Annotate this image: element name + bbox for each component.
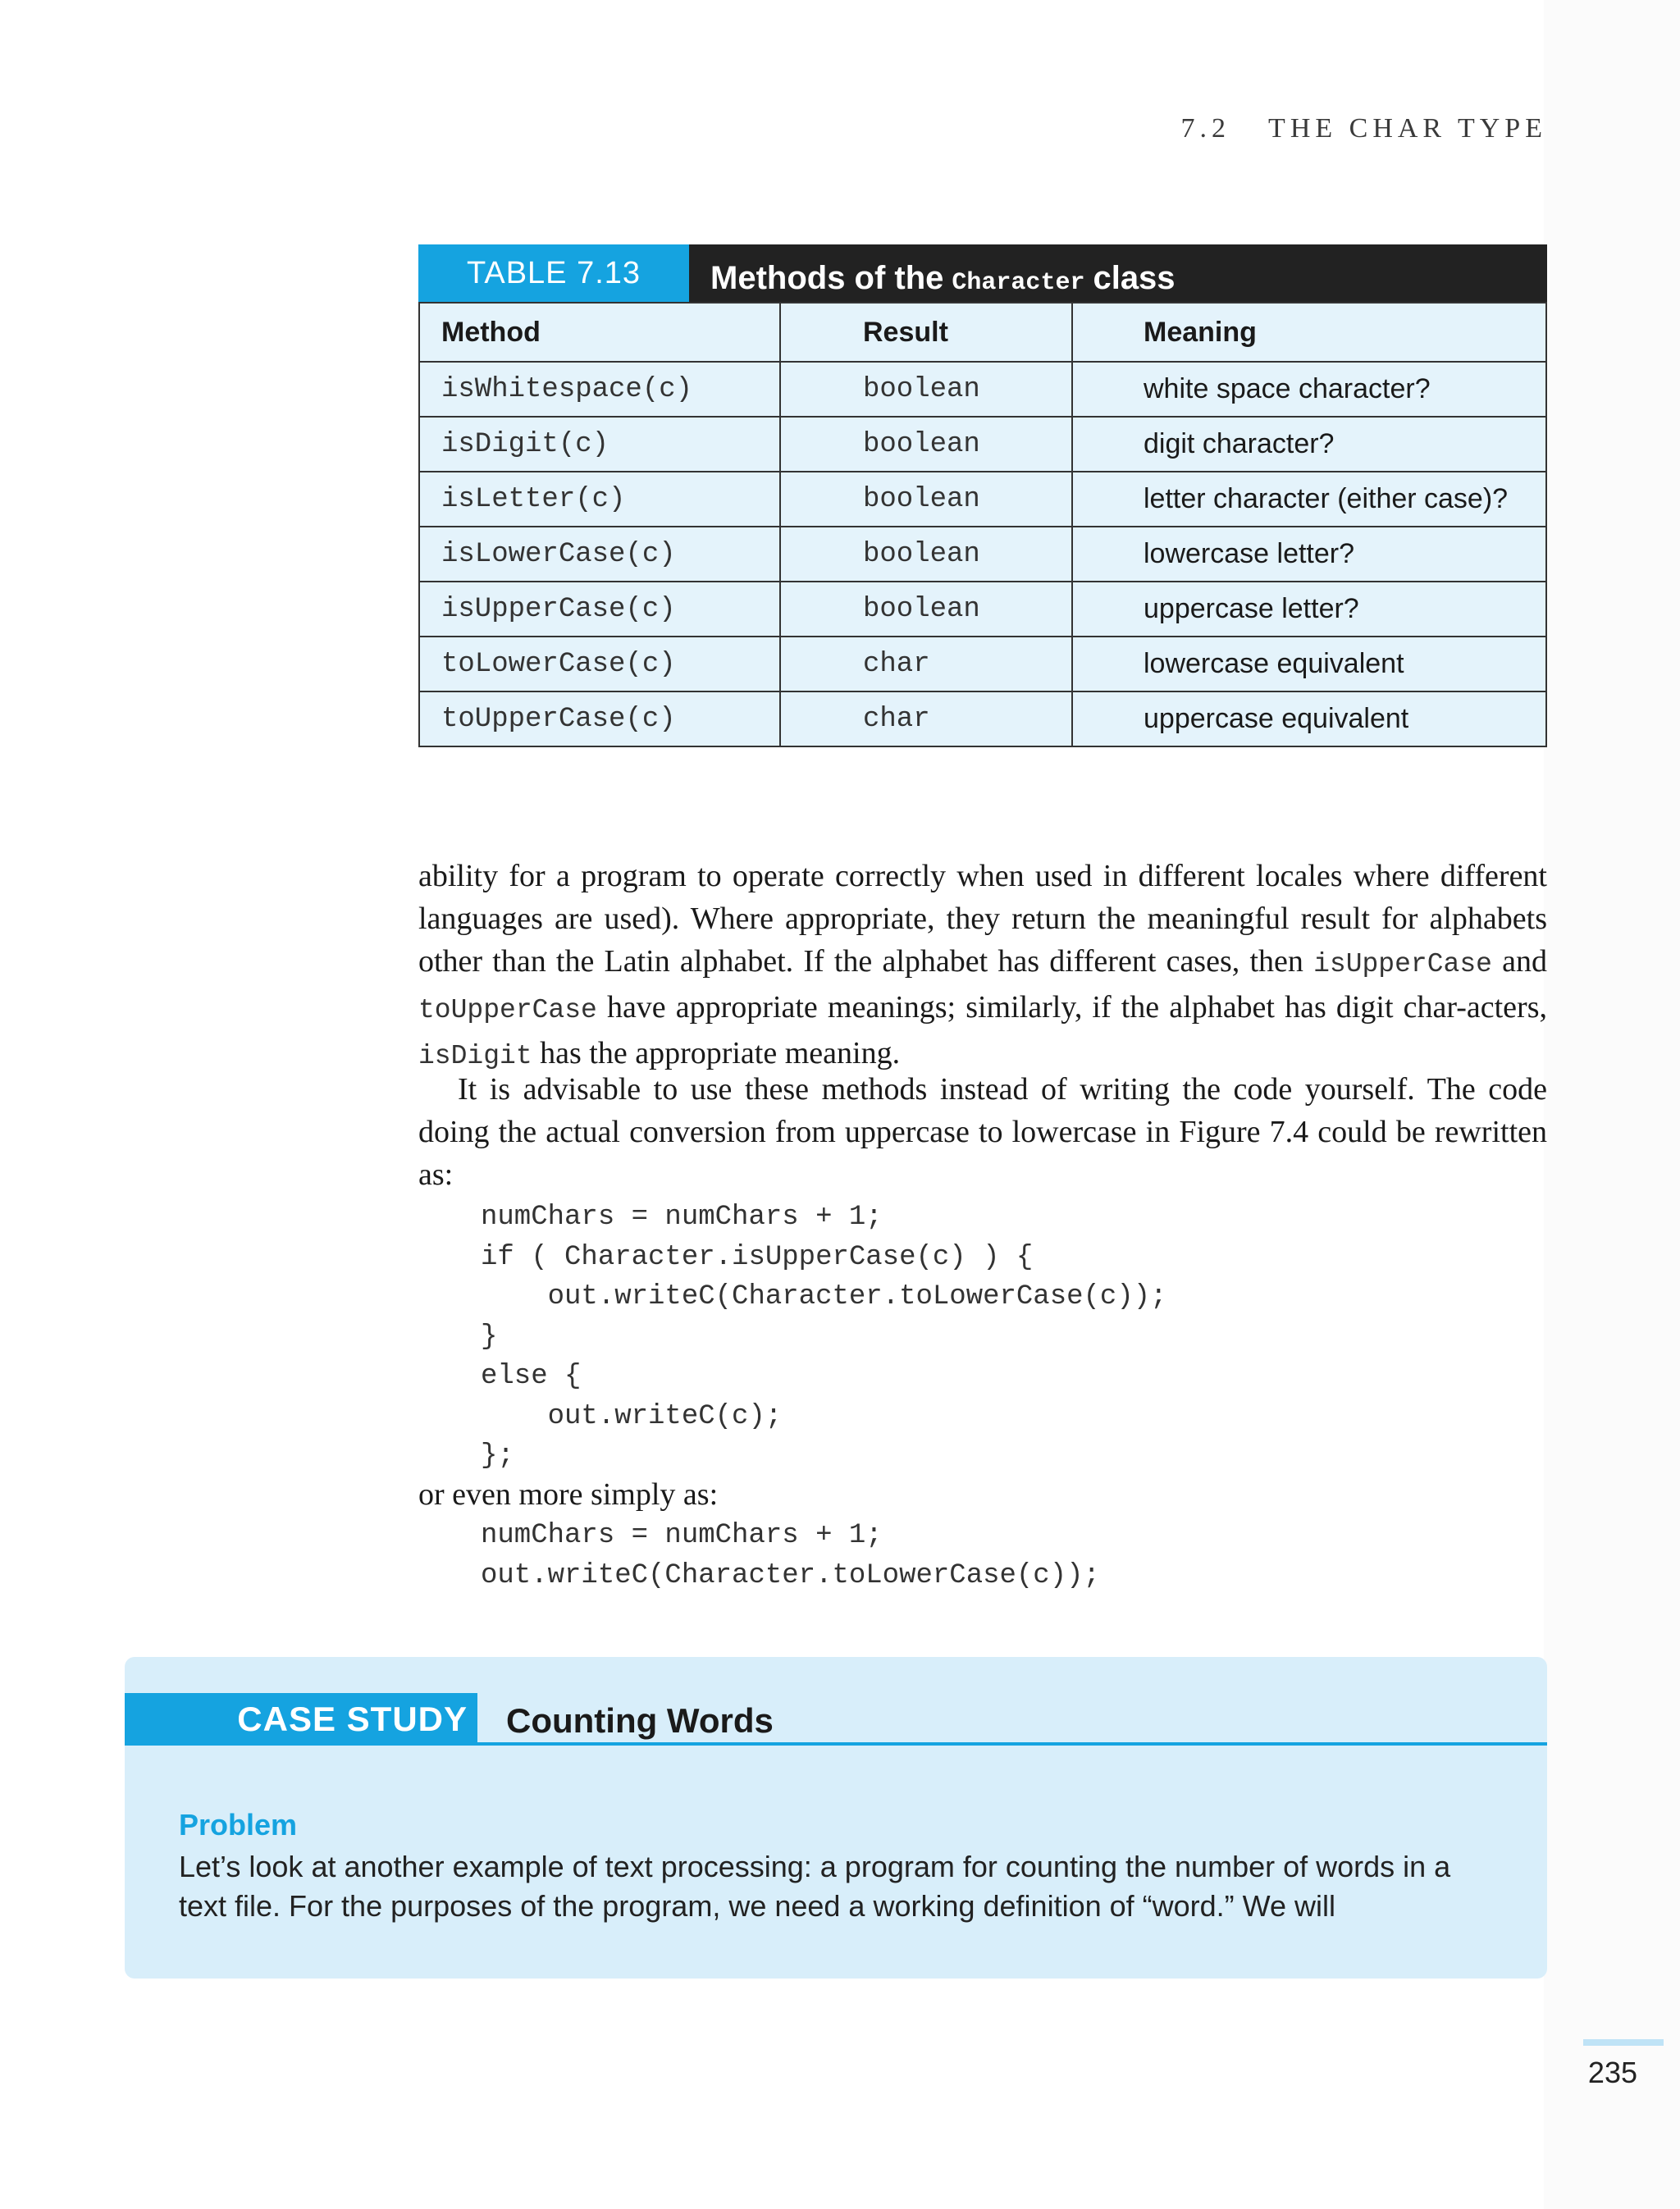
result-cell: boolean (780, 362, 1072, 417)
section-title: THE CHAR TYPE (1268, 113, 1547, 144)
result-cell: boolean (780, 417, 1072, 472)
header-method: Method (419, 303, 780, 362)
meaning-cell: digit character? (1072, 417, 1546, 472)
table-caption (418, 244, 1547, 302)
table-row (419, 417, 1546, 472)
table-row (419, 637, 1546, 691)
margin-strip (1544, 0, 1680, 2209)
meaning-cell: letter character (either case)? (1072, 472, 1546, 527)
table-row (419, 472, 1546, 527)
meaning-cell: uppercase equivalent (1072, 691, 1546, 746)
table-title-post: class (1093, 260, 1176, 296)
result-cell: boolean (780, 582, 1072, 637)
table-title (689, 244, 1176, 302)
table-header-row (419, 303, 1546, 362)
body-paragraph-3: or even more simply as: (418, 1477, 719, 1512)
result-cell: boolean (780, 527, 1072, 582)
table-title-pre: Methods of the (710, 260, 944, 296)
table-row (419, 582, 1546, 637)
inline-code-touppercase: toUpperCase (418, 995, 597, 1025)
method-cell: toUpperCase(c) (419, 691, 780, 746)
page-number-rule (1583, 2039, 1664, 2046)
case-study-tab: CASE STUDY (125, 1693, 477, 1746)
body-paragraph-2: It is advisable to use these methods instead of writing the code yourself. The code doing the actual conversion from uppercase to lowercase in Figure 7.4 could be rewritten as: (418, 1072, 1547, 1192)
method-cell: isUpperCase(c) (419, 582, 780, 637)
method-cell: isLowerCase(c) (419, 527, 780, 582)
result-cell: boolean (780, 472, 1072, 527)
page-number: 235 (1587, 2056, 1637, 2089)
result-cell: char (780, 691, 1072, 746)
body-paragraph-1 (418, 855, 1547, 1078)
para1-text-a: ability for a program to operate correctly when used in different locales where different languages are used). Where appropriate, they return the meaningful result for alphabets other than the Latin alphabet. If the alphabet has different cases, then (418, 859, 1547, 979)
table-row (419, 527, 1546, 582)
code-listing-2: numChars = numChars + 1; out.writeC(Character.toLowerCase(c)); (481, 1520, 1100, 1591)
para1-text-d: has the appropriate meaning. (532, 1036, 901, 1070)
section-number: 7.2 (1180, 113, 1231, 144)
para1-text-c: have appropriate meanings; similarly, if the alphabet has digit char-acters, (596, 990, 1547, 1025)
table-title-code: Character (952, 269, 1085, 297)
inline-code-isdigit: isDigit (418, 1041, 532, 1071)
table-row (419, 362, 1546, 417)
case-study-rule (477, 1742, 1547, 1746)
case-study-title: Counting Words (506, 1701, 774, 1740)
method-cell: isWhitespace(c) (419, 362, 780, 417)
inline-code-isuppercase: isUpperCase (1313, 949, 1492, 979)
methods-table (418, 302, 1547, 747)
case-study-box (125, 1657, 1547, 1979)
para1-text-b: and (1491, 944, 1548, 979)
character-methods-table (418, 244, 1547, 747)
result-cell: char (780, 637, 1072, 691)
case-study-text: Let’s look at another example of text processing: a program for counting the number of words in a text file. For the purposes of the program, we need a working definition of “word.” We will (179, 1850, 1451, 1923)
problem-heading: Problem (179, 1808, 298, 1842)
method-cell: isLetter(c) (419, 472, 780, 527)
meaning-cell: lowercase letter? (1072, 527, 1546, 582)
running-head (1181, 113, 1547, 144)
header-meaning: Meaning (1072, 303, 1546, 362)
code-listing-1: numChars = numChars + 1; if ( Character.isUpperCase(c) ) { out.writeC(Character.toLowerCase(c)); } else { out.writeC(c); }; (481, 1202, 1167, 1472)
meaning-cell: uppercase letter? (1072, 582, 1546, 637)
header-result: Result (780, 303, 1072, 362)
method-cell: toLowerCase(c) (419, 637, 780, 691)
table-label: TABLE 7.13 (418, 244, 689, 302)
meaning-cell: white space character? (1072, 362, 1546, 417)
meaning-cell: lowercase equivalent (1072, 637, 1546, 691)
table-row (419, 691, 1546, 746)
method-cell: isDigit(c) (419, 417, 780, 472)
